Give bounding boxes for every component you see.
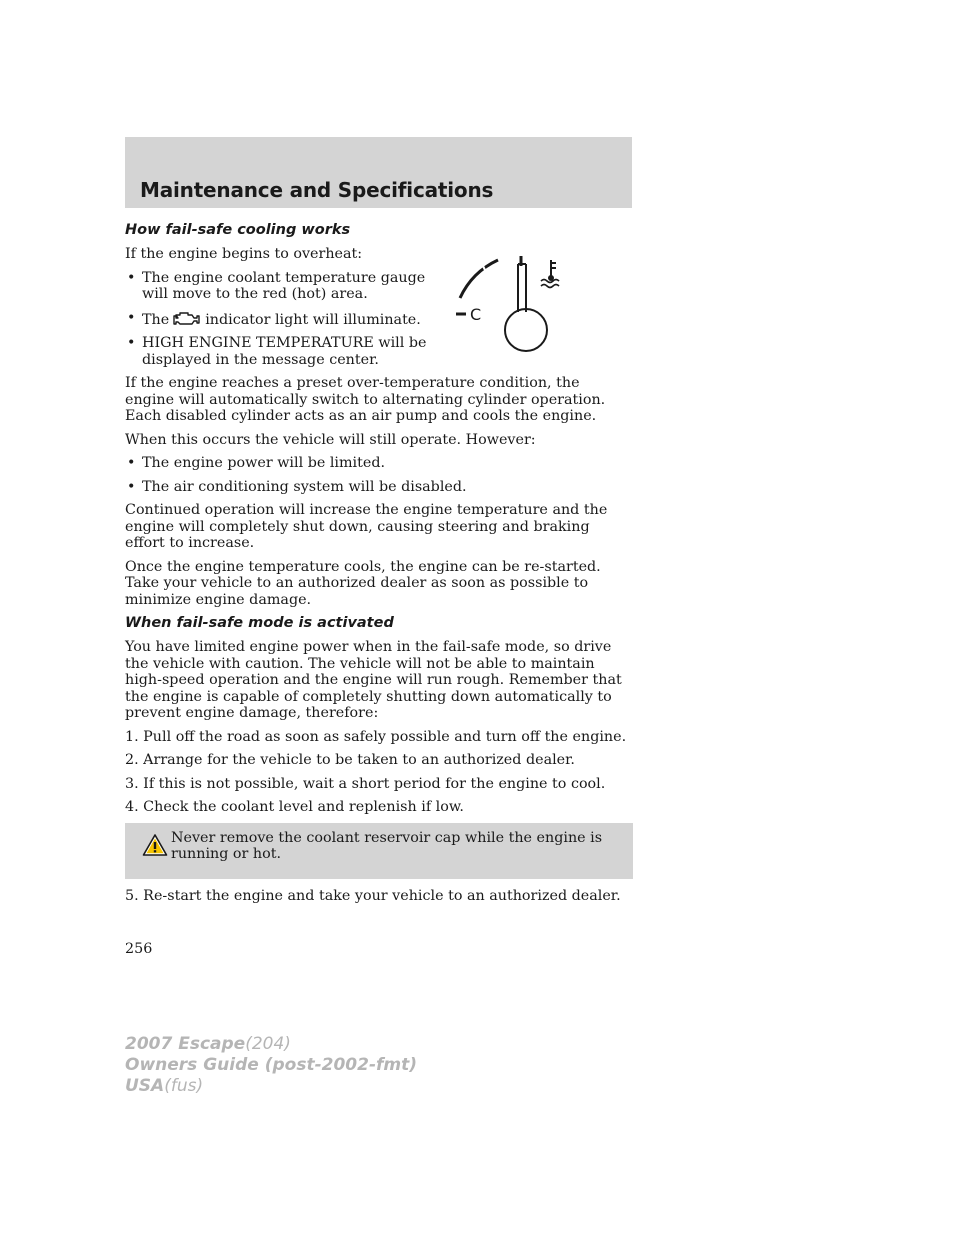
section-heading-failsafe-activated: When fail-safe mode is activated <box>125 615 394 631</box>
page-section-title: Maintenance and Specifications <box>140 178 494 202</box>
bullet-glyph: • <box>127 269 136 286</box>
step-item: 5. Re-start the engine and take your vehicle to an authorized dealer. <box>125 887 621 904</box>
warning-triangle-icon <box>142 833 168 857</box>
list-item: • The engine coolant temperature gauge will move to the red (hot) area. <box>127 269 426 302</box>
bullet-glyph: • <box>127 335 136 351</box>
list-item: • The indicator light will illuminate. <box>127 309 421 328</box>
bullet-glyph: • <box>127 309 136 326</box>
footer-line-model: 2007 Escape(204) <box>125 1034 291 1054</box>
list-item: • The air conditioning system will be disabled. <box>127 478 467 495</box>
page-content <box>125 222 633 911</box>
warning-text: Never remove the coolant reservoir cap while the engine is running or hot. <box>171 829 603 862</box>
step-item: 2. Arrange for the vehicle to be taken to an authorized dealer. <box>125 752 575 768</box>
footer <box>125 1034 417 1097</box>
bullet-glyph: • <box>127 455 136 471</box>
step-item: 4. Check the coolant level and replenish if low. <box>125 799 464 815</box>
intro-text: If the engine begins to overheat: <box>125 246 363 262</box>
gauge-cold-label: C <box>470 305 482 324</box>
engine-warning-icon <box>170 310 204 326</box>
footer-line-market: USA(fus) <box>125 1076 204 1096</box>
footer-line-guide: Owners Guide (post-2002-fmt) <box>125 1055 418 1075</box>
body-paragraph: When this occurs the vehicle will still operate. However: <box>125 431 536 448</box>
list-item: • HIGH ENGINE TEMPERATURE will be displayed in the message center. <box>127 335 427 368</box>
body-paragraph: If the engine reaches a preset over-temperature condition, the engine will automatically switch to alternating cylinder operation. Each disabled cylinder acts as an air pump and cools the engine. <box>125 375 606 424</box>
body-paragraph: You have limited engine power when in the fail-safe mode, so drive the vehicle with caution. The vehicle will not be able to maintain high-speed operation and the engine will run rough. Remember that the engine is capable of completely shutting down automatically to prevent engine damage, therefore: <box>125 639 622 721</box>
step-item: 3. If this is not possible, wait a short period for the engine to cool. <box>125 775 606 792</box>
list-item: • The engine power will be limited. <box>127 455 386 471</box>
step-item: 1. Pull off the road as soon as safely possible and turn off the engine. <box>125 728 627 745</box>
page-number: 256 <box>125 941 153 957</box>
body-paragraph: Continued operation will increase the engine temperature and the engine will completely shut down, causing steering and braking effort to increase. <box>125 502 608 551</box>
body-paragraph: Once the engine temperature cools, the engine can be re-started. Take your vehicle to an authorized dealer as soon as possible to minimize engine damage. <box>125 558 601 608</box>
section-heading-failsafe-cooling: How fail-safe cooling works <box>125 222 351 238</box>
bullet-glyph: • <box>127 478 136 495</box>
warning-box <box>125 823 633 879</box>
